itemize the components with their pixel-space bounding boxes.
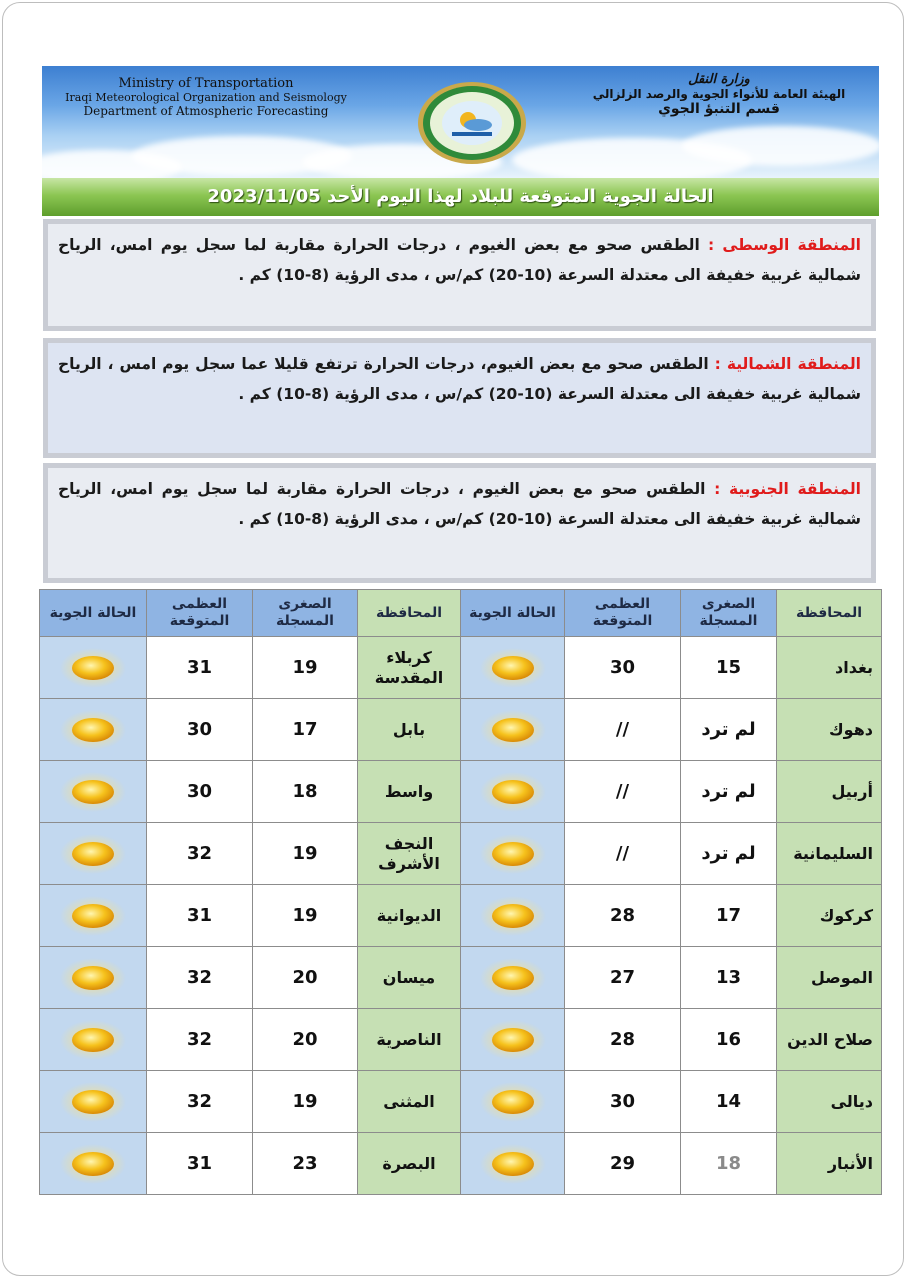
region-north-name: المنطقة الشمالية : xyxy=(714,355,861,373)
weather-cell xyxy=(40,699,147,761)
header-banner xyxy=(42,66,879,178)
max-temp-cell: 31 xyxy=(147,885,253,947)
department-name-en: Department of Atmospheric Forecasting xyxy=(83,104,329,118)
sun-icon xyxy=(480,958,546,998)
weather-cell xyxy=(461,823,565,885)
department-name-ar: قسم التنبؤ الجوي xyxy=(658,101,780,117)
province-cell: بابل xyxy=(358,699,461,761)
min-temp-cell: 15 xyxy=(681,637,777,699)
max-temp-cell: 32 xyxy=(147,823,253,885)
province-cell: دهوك xyxy=(777,699,882,761)
min-temp-cell: 20 xyxy=(253,1009,358,1071)
header-max: العظمى المتوقعة xyxy=(565,590,681,637)
region-north-text: الطقس صحو مع بعض الغيوم، درجات الحرارة ترتفع قليلا عما سجل يوم امس ، الرياح شمالية غربية خفيفة الى معتدلة السرعة (10-20) كم/س ، مدى الرؤية (8-10) كم . xyxy=(58,355,861,403)
max-temp-cell: 32 xyxy=(147,1071,253,1133)
header-weather: الحالة الجوية xyxy=(461,590,565,637)
weather-cell xyxy=(461,947,565,1009)
max-temp-cell: 28 xyxy=(565,885,681,947)
max-temp-cell: 31 xyxy=(147,1133,253,1195)
region-north xyxy=(43,338,876,458)
max-temp-cell: 30 xyxy=(147,699,253,761)
max-temp-cell: // xyxy=(565,761,681,823)
table-row xyxy=(40,637,882,699)
organization-name-ar: الهيئة العامة للأنواء الجوية والرصد الزلزالي xyxy=(592,87,846,101)
header-province: المحافظة xyxy=(358,590,461,637)
province-cell: ديالى xyxy=(777,1071,882,1133)
table-row xyxy=(40,761,882,823)
min-temp-cell: 16 xyxy=(681,1009,777,1071)
max-temp-cell: 32 xyxy=(147,947,253,1009)
min-temp-cell: 19 xyxy=(253,637,358,699)
sun-icon xyxy=(60,896,126,936)
weather-cell xyxy=(461,761,565,823)
province-cell: صلاح الدين xyxy=(777,1009,882,1071)
province-cell: الناصرية xyxy=(358,1009,461,1071)
header-max: العظمى المتوقعة xyxy=(147,590,253,637)
weather-cell xyxy=(40,1009,147,1071)
province-cell: الموصل xyxy=(777,947,882,1009)
sun-icon xyxy=(480,710,546,750)
min-temp-cell: 18 xyxy=(253,761,358,823)
organization-name-en: Iraqi Meteorological Organization and Seismology xyxy=(65,91,347,104)
weather-cell xyxy=(461,637,565,699)
province-cell: الأنبار xyxy=(777,1133,882,1195)
ministry-name-en: Ministry of Transportation xyxy=(118,76,294,91)
sun-icon xyxy=(60,958,126,998)
sun-icon xyxy=(60,834,126,874)
min-temp-cell: 18 xyxy=(681,1133,777,1195)
region-south-text: الطقس صحو مع بعض الغيوم ، درجات الحرارة مقاربة لما سجل يوم امس، الرياح شمالية غربية خفيفة الى معتدلة السرعة (10-20) كم/س ، مدى الرؤية (8-10) كم . xyxy=(58,480,861,528)
sun-icon xyxy=(60,710,126,750)
province-cell: السليمانية xyxy=(777,823,882,885)
sun-icon xyxy=(480,1020,546,1060)
province-cell: واسط xyxy=(358,761,461,823)
max-temp-cell: 31 xyxy=(147,637,253,699)
ministry-name-ar: وزارة النقل xyxy=(688,72,750,87)
min-temp-cell: 13 xyxy=(681,947,777,1009)
weather-cell xyxy=(461,1133,565,1195)
weather-cell xyxy=(40,947,147,1009)
region-central-text: الطقس صحو مع بعض الغيوم ، درجات الحرارة مقاربة لما سجل يوم امس، الرياح شمالية غربية خفيفة الى معتدلة السرعة (10-20) كم/س ، مدى الرؤية (8-10) كم . xyxy=(58,236,861,284)
min-temp-cell: لم ترد xyxy=(681,761,777,823)
header-english xyxy=(56,76,356,118)
header-weather: الحالة الجوية xyxy=(40,590,147,637)
weather-cell xyxy=(40,1133,147,1195)
weather-cell xyxy=(40,1071,147,1133)
organization-logo xyxy=(416,80,528,166)
weather-cell xyxy=(40,761,147,823)
sun-icon xyxy=(60,648,126,688)
max-temp-cell: 30 xyxy=(565,1071,681,1133)
sun-icon xyxy=(480,772,546,812)
province-cell: المثنى xyxy=(358,1071,461,1133)
table-row xyxy=(40,885,882,947)
table-row xyxy=(40,1071,882,1133)
sun-icon xyxy=(480,896,546,936)
weather-cell xyxy=(40,637,147,699)
max-temp-cell: // xyxy=(565,699,681,761)
sun-icon xyxy=(480,834,546,874)
header-min: الصغرى المسجلة xyxy=(681,590,777,637)
table-header-row xyxy=(40,590,882,637)
min-temp-cell: 19 xyxy=(253,885,358,947)
table-row xyxy=(40,1133,882,1195)
header-min: الصغرى المسجلة xyxy=(253,590,358,637)
min-temp-cell: 20 xyxy=(253,947,358,1009)
province-cell: الديوانية xyxy=(358,885,461,947)
province-cell: أربيل xyxy=(777,761,882,823)
header-arabic xyxy=(589,72,849,117)
province-cell: كربلاء المقدسة xyxy=(358,637,461,699)
sun-icon xyxy=(60,1020,126,1060)
forecast-title: الحالة الجوية المتوقعة للبلاد لهذا اليوم الأحد 2023/11/05 xyxy=(42,178,879,216)
weather-cell xyxy=(40,885,147,947)
min-temp-cell: لم ترد xyxy=(681,823,777,885)
table-row xyxy=(40,823,882,885)
min-temp-cell: 19 xyxy=(253,823,358,885)
province-cell: النجف الأشرف xyxy=(358,823,461,885)
min-temp-cell: 17 xyxy=(681,885,777,947)
region-south xyxy=(43,463,876,583)
forecast-table xyxy=(39,589,882,1195)
max-temp-cell: 29 xyxy=(565,1133,681,1195)
min-temp-cell: لم ترد xyxy=(681,699,777,761)
min-temp-cell: 17 xyxy=(253,699,358,761)
sun-icon xyxy=(60,1082,126,1122)
province-cell: ميسان xyxy=(358,947,461,1009)
weather-cell xyxy=(461,885,565,947)
max-temp-cell: // xyxy=(565,823,681,885)
table-row xyxy=(40,699,882,761)
min-temp-cell: 14 xyxy=(681,1071,777,1133)
province-cell: كركوك xyxy=(777,885,882,947)
region-south-name: المنطقة الجنوبية : xyxy=(714,480,861,498)
max-temp-cell: 28 xyxy=(565,1009,681,1071)
table-row xyxy=(40,947,882,1009)
weather-cell xyxy=(461,1009,565,1071)
sun-icon xyxy=(480,1082,546,1122)
sun-icon xyxy=(60,1144,126,1184)
sun-icon xyxy=(480,1144,546,1184)
weather-cell xyxy=(461,1071,565,1133)
sun-icon xyxy=(480,648,546,688)
province-cell: البصرة xyxy=(358,1133,461,1195)
region-central-name: المنطقة الوسطى : xyxy=(708,236,861,254)
weather-cell xyxy=(461,699,565,761)
max-temp-cell: 32 xyxy=(147,1009,253,1071)
weather-cell xyxy=(40,823,147,885)
province-cell: بغداد xyxy=(777,637,882,699)
max-temp-cell: 30 xyxy=(565,637,681,699)
region-central xyxy=(43,219,876,331)
table-row xyxy=(40,1009,882,1071)
min-temp-cell: 19 xyxy=(253,1071,358,1133)
min-temp-cell: 23 xyxy=(253,1133,358,1195)
max-temp-cell: 30 xyxy=(147,761,253,823)
header-province: المحافظة xyxy=(777,590,882,637)
sun-icon xyxy=(60,772,126,812)
max-temp-cell: 27 xyxy=(565,947,681,1009)
